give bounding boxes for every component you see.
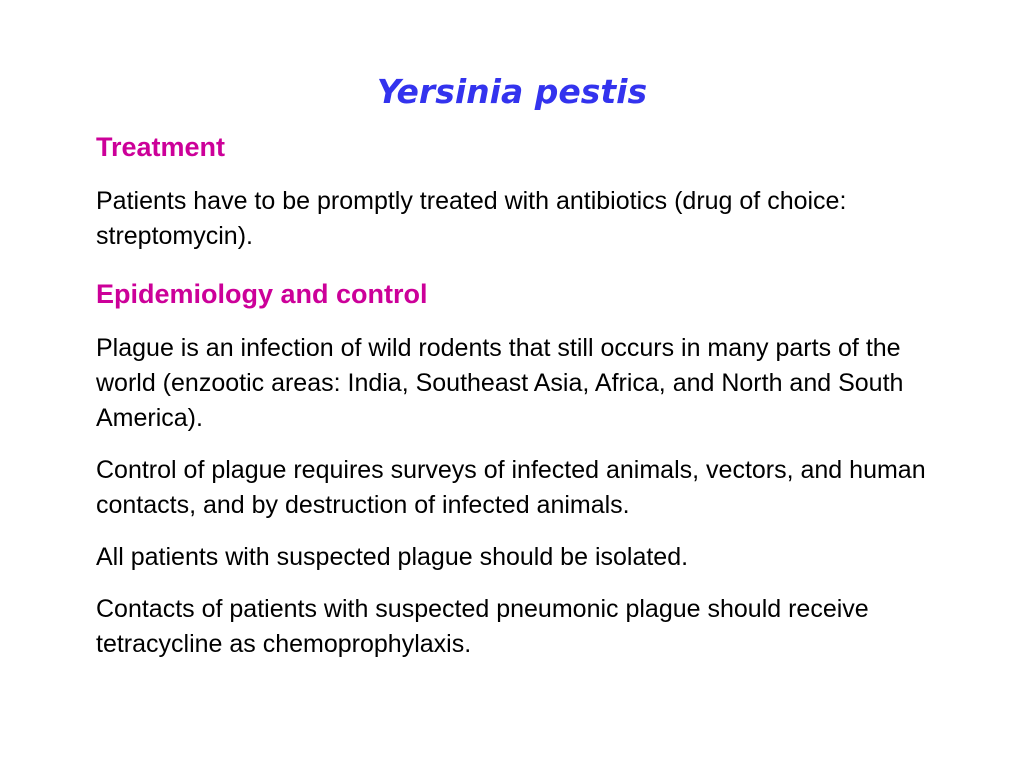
epidemiology-paragraph-4: Contacts of patients with suspected pneumonic plague should receive tetracycline as chemoprophylaxis. <box>96 595 869 658</box>
slide-content <box>96 130 956 662</box>
slide-title: Yersinia pestis <box>376 72 648 111</box>
section-heading-epidemiology: Epidemiology and control <box>96 279 428 309</box>
epidemiology-paragraph-3: All patients with suspected plague should be isolated. <box>96 543 689 571</box>
treatment-paragraph: Patients have to be promptly treated with antibiotics (drug of choice: streptomycin). <box>96 187 847 250</box>
epidemiology-paragraph-2: Control of plague requires surveys of infected animals, vectors, and human contacts, and by destruction of infected animals. <box>96 456 926 519</box>
epidemiology-paragraph-1: Plague is an infection of wild rodents that still occurs in many parts of the world (enzootic areas: India, Southeast Asia, Africa, and North and South America). <box>96 334 904 432</box>
section-heading-treatment: Treatment <box>96 132 226 162</box>
